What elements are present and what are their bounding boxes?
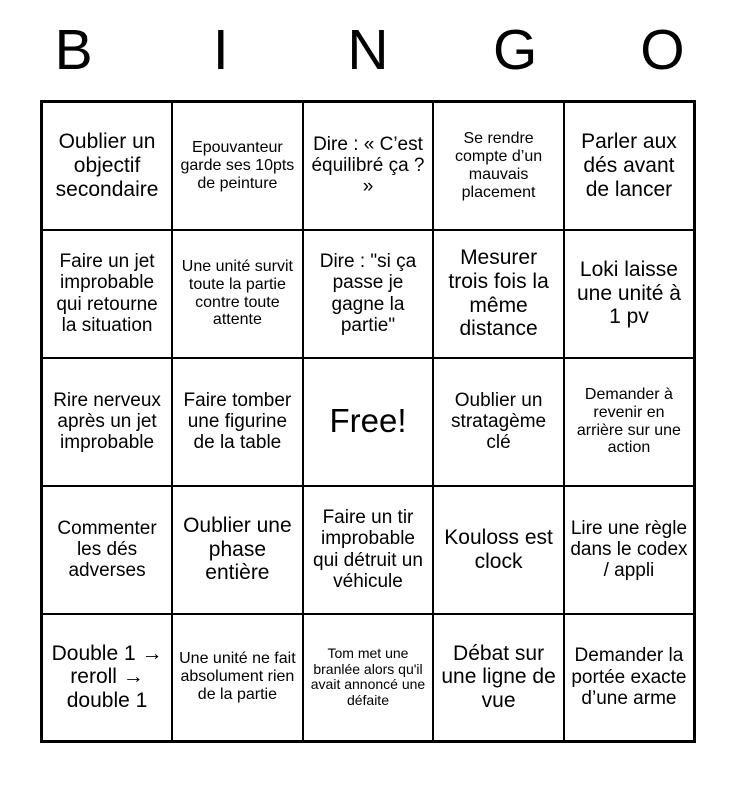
bingo-cell-1-4[interactable]: Loki laisse une unité à 1 pv <box>564 230 695 358</box>
bingo-row <box>42 230 695 358</box>
bingo-cell-1-2[interactable]: Dire : "si ça passe je gagne la partie" <box>303 230 434 358</box>
bingo-cell-0-3[interactable]: Se rendre compte d’un mauvais placement <box>433 102 564 230</box>
bingo-cell-4-4[interactable]: Demander la portée exacte d’une arme <box>564 614 695 742</box>
bingo-cell-3-3[interactable]: Kouloss est clock <box>433 486 564 614</box>
bingo-cell-0-2[interactable]: Dire : « C’est équilibré ça ? » <box>303 102 434 230</box>
bingo-cell-0-4[interactable]: Parler aux dés avant de lancer <box>564 102 695 230</box>
bingo-cell-3-1[interactable]: Oublier une phase entière <box>172 486 303 614</box>
header-letter-i: I <box>212 18 229 82</box>
bingo-cell-3-2[interactable]: Faire un tir improbable qui détruit un véhicule <box>303 486 434 614</box>
bingo-cell-1-3[interactable]: Mesurer trois fois la même distance <box>433 230 564 358</box>
bingo-cell-0-0[interactable]: Oublier un objectif secondaire <box>42 102 173 230</box>
bingo-row <box>42 102 695 230</box>
bingo-grid <box>40 100 696 743</box>
bingo-cell-4-0[interactable]: Double 1 → reroll → double 1 <box>42 614 173 742</box>
bingo-row <box>42 358 695 486</box>
bingo-cell-2-1[interactable]: Faire tomber une figurine de la table <box>172 358 303 486</box>
bingo-cell-3-4[interactable]: Lire une règle dans le codex / appli <box>564 486 695 614</box>
bingo-cell-4-3[interactable]: Débat sur une ligne de vue <box>433 614 564 742</box>
bingo-cell-2-4[interactable]: Demander à revenir en arrière sur une action <box>564 358 695 486</box>
bingo-header <box>0 0 736 100</box>
bingo-cell-4-1[interactable]: Une unité ne fait absolument rien de la partie <box>172 614 303 742</box>
bingo-cell-1-1[interactable]: Une unité survit toute la partie contre toute attente <box>172 230 303 358</box>
bingo-cell-4-2[interactable]: Tom met une branlée alors qu'il avait annoncé une défaite <box>303 614 434 742</box>
bingo-grid-wrap <box>0 100 736 743</box>
bingo-row <box>42 486 695 614</box>
header-letter-g: G <box>493 18 538 82</box>
bingo-cell-1-0[interactable]: Faire un jet improbable qui retourne la situation <box>42 230 173 358</box>
bingo-row <box>42 614 695 742</box>
bingo-cell-free[interactable]: Free! <box>303 358 434 486</box>
bingo-cell-2-0[interactable]: Rire nerveux après un jet improbable <box>42 358 173 486</box>
bingo-cell-2-3[interactable]: Oublier un stratagème clé <box>433 358 564 486</box>
header-letter-n: N <box>347 18 389 82</box>
bingo-cell-3-0[interactable]: Commenter les dés adverses <box>42 486 173 614</box>
bingo-cell-0-1[interactable]: Epouvanteur garde ses 10pts de peinture <box>172 102 303 230</box>
header-letter-o: O <box>640 18 685 82</box>
header-letter-b: B <box>54 18 93 82</box>
